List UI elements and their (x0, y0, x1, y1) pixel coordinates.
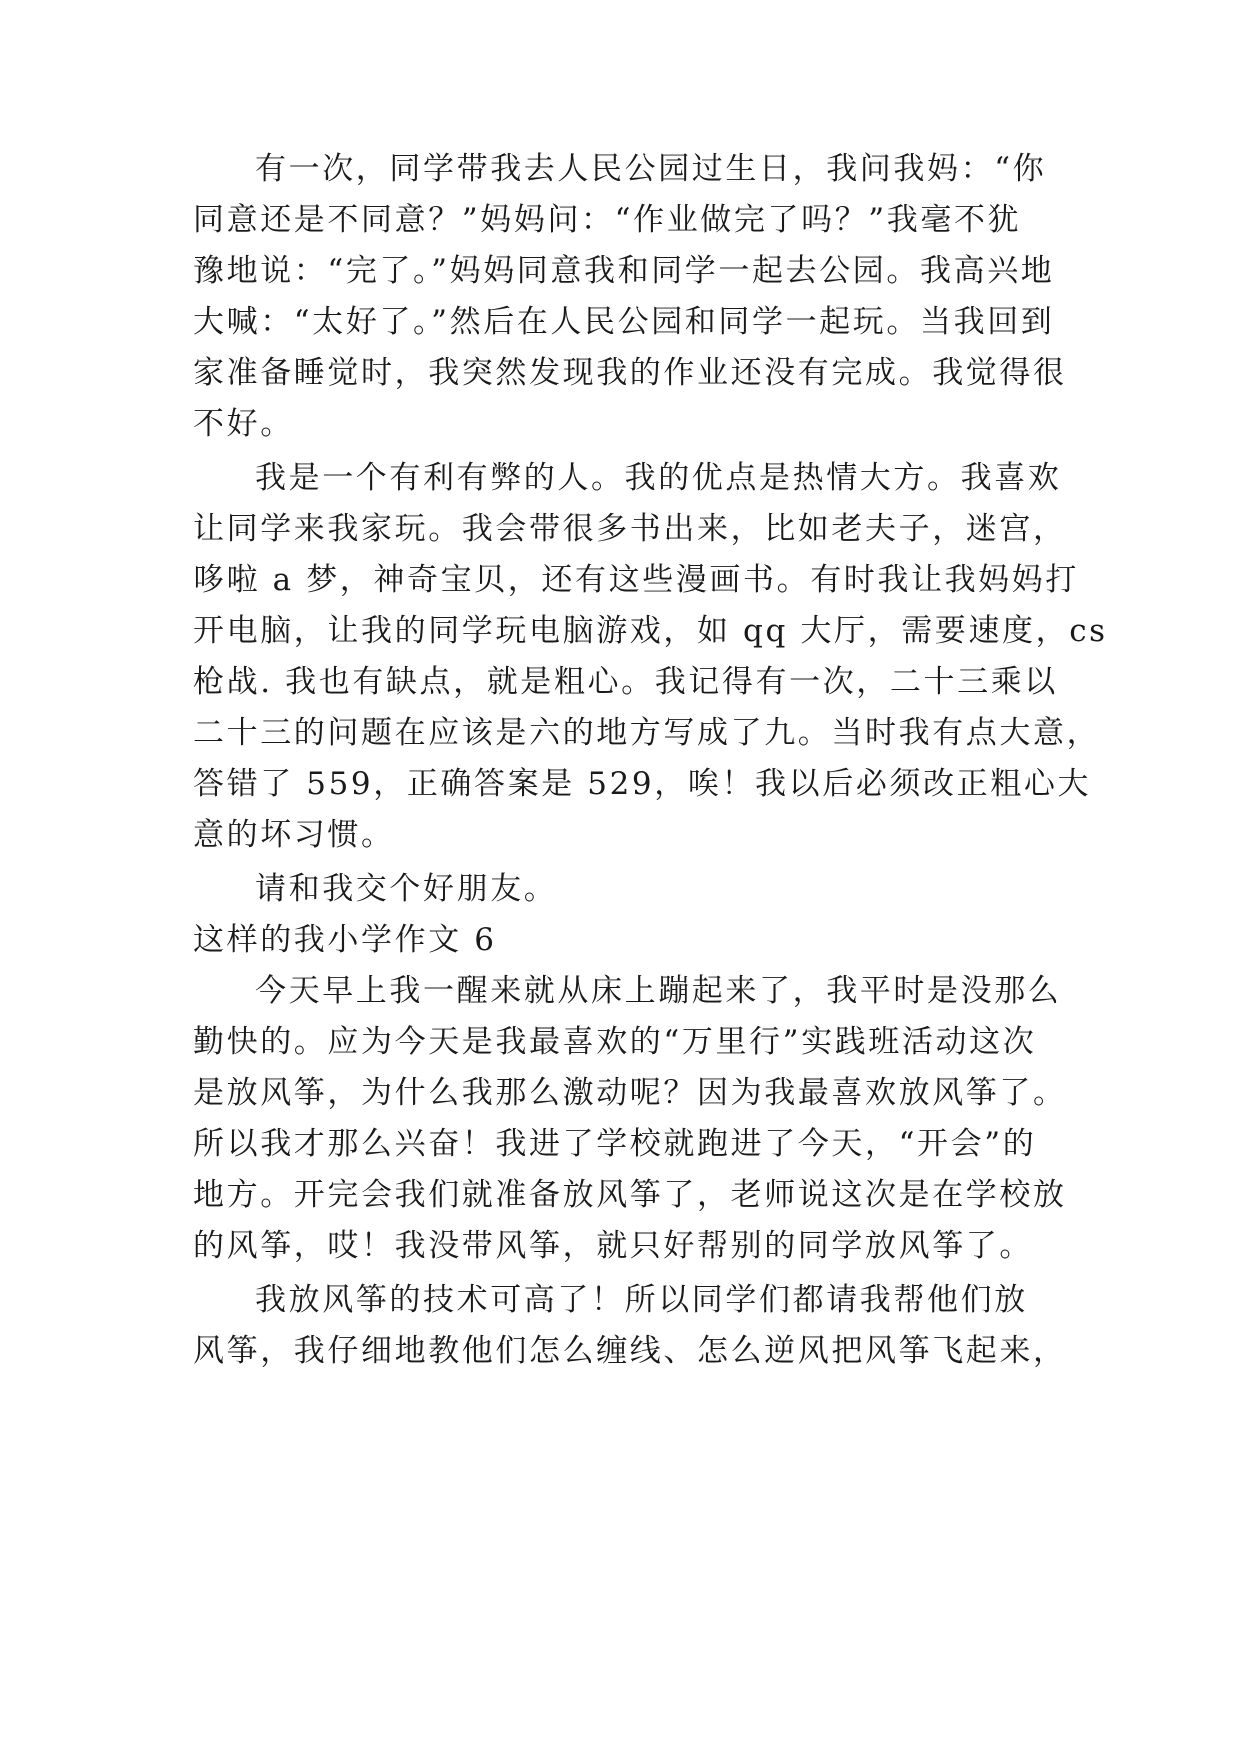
paragraph-line: 意的坏习惯。 (193, 817, 395, 853)
paragraph-line: 地方。开完会我们就准备放风筝了，老师说这次是在学校放 (193, 1177, 1067, 1213)
paragraph-line: 让同学来我家玩。我会带很多书出来，比如老夫子，迷宫， (193, 511, 1067, 547)
paragraph-line: 枪战. 我也有缺点，就是粗心。我记得有一次，二十三乘以 (193, 664, 1058, 700)
paragraph-line: 今天早上我一醒来就从床上蹦起来了，我平时是没那么 (255, 973, 1062, 1009)
paragraph-line: 哆啦 a 梦，神奇宝贝，还有这些漫画书。有时我让我妈妈打 (193, 562, 1079, 598)
paragraph-line: 勤快的。应为今天是我最喜欢的“万里行”实践班活动这次 (193, 1024, 1037, 1060)
paragraph-line: 不好。 (193, 406, 294, 442)
paragraph-line: 是放风筝，为什么我那么激动呢？因为我最喜欢放风筝了。 (193, 1075, 1067, 1111)
paragraph-line: 我是一个有利有弊的人。我的优点是热情大方。我喜欢 (255, 460, 1062, 496)
paragraph-line: 请和我交个好朋友。 (255, 871, 558, 907)
paragraph-line: 答错了 559，正确答案是 529，唉！我以后必须改正粗心大 (193, 766, 1092, 802)
paragraph-line: 有一次，同学带我去人民公园过生日，我问我妈：“你 (255, 151, 1047, 187)
paragraph-line: 家准备睡觉时，我突然发现我的作业还没有完成。我觉得很 (193, 355, 1067, 391)
paragraph-line: 二十三的问题在应该是六的地方写成了九。当时我有点大意， (193, 715, 1101, 751)
paragraph-line: 的风筝，哎！我没带风筝，就只好帮别的同学放风筝了。 (193, 1228, 1033, 1264)
paragraph-line: 同意还是不同意？”妈妈问：“作业做完了吗？”我毫不犹 (193, 202, 1022, 238)
paragraph-line: 大喊：“太好了。”然后在人民公园和同学一起玩。当我回到 (193, 304, 1055, 340)
section-heading: 这样的我小学作文 6 (193, 922, 497, 958)
paragraph-line: 豫地说：“完了。”妈妈同意我和同学一起去公园。我高兴地 (193, 253, 1055, 289)
paragraph-line: 开电脑，让我的同学玩电脑游戏，如 qq 大厅，需要速度，cs (193, 613, 1108, 649)
paragraph-line: 我放风筝的技术可高了！所以同学们都请我帮他们放 (255, 1282, 1028, 1318)
paragraph-line: 所以我才那么兴奋！我进了学校就跑进了今天，“开会”的 (193, 1126, 1037, 1162)
paragraph-line: 风筝，我仔细地教他们怎么缠线、怎么逆风把风筝飞起来， (193, 1333, 1067, 1369)
